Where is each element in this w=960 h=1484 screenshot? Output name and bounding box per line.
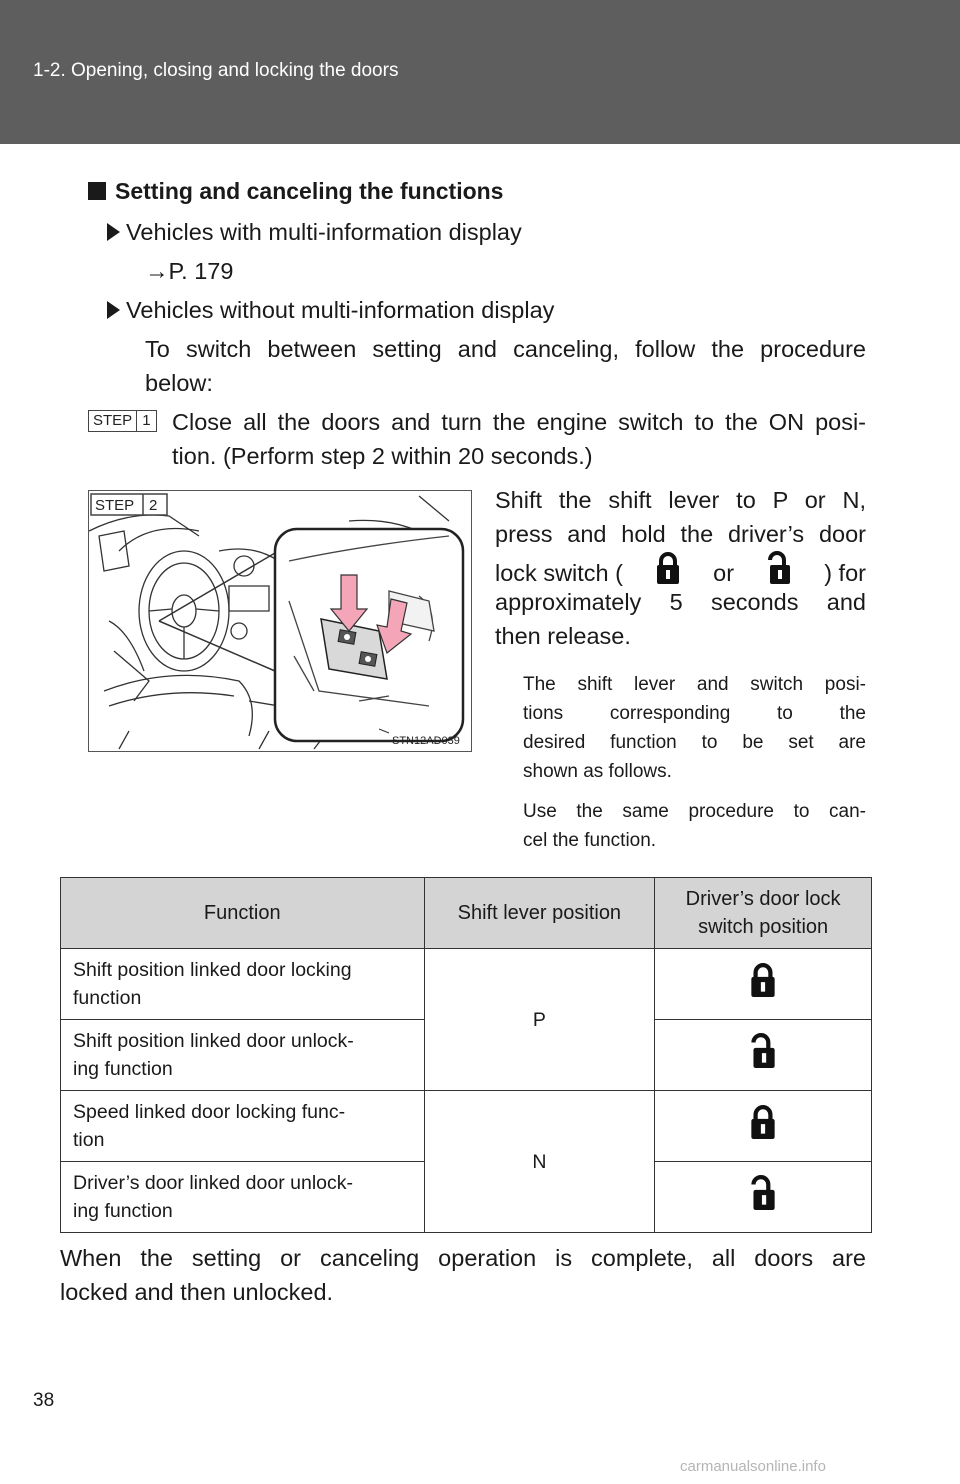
step1-line-2: tion. (Perform step 2 within 20 seconds.) — [172, 443, 593, 469]
step2-badge-label: STEP — [95, 497, 135, 514]
shift-position-cell: P — [424, 949, 655, 1091]
shift-position-cell: N — [424, 1091, 655, 1233]
step1-badge: STEP 1 — [88, 410, 157, 432]
illustration-code: STN12AD039 — [392, 735, 460, 747]
door-switch-illustration — [88, 490, 472, 752]
switch-position-cell — [655, 949, 872, 1020]
switch-position-cell — [655, 1162, 872, 1233]
section-heading: Setting and canceling the functions — [88, 178, 503, 205]
table-row — [61, 949, 872, 1020]
function-cell: Driver’s door linked door unlock- ing function — [61, 1162, 425, 1233]
lock-icon — [749, 981, 777, 1003]
page-number: 38 — [33, 1390, 55, 1411]
note1-line-3: desired function to be set are — [523, 732, 866, 753]
closing-line-2: locked and then unlocked. — [60, 1279, 334, 1305]
lock-icon — [749, 1123, 777, 1145]
header-function: Function — [61, 878, 425, 949]
note1-line-4: shown as follows. — [523, 761, 672, 782]
intro-line-1: To switch between setting and canceling, follow the procedure — [145, 336, 866, 362]
step1-line-1: Close all the doors and turn the engine switch to the ON posi- — [172, 409, 866, 435]
step2-line-3: lock switch ( or ) for — [495, 551, 866, 594]
closing-line-1: When the setting or canceling operation is complete, all doors are — [60, 1245, 866, 1271]
header-switch-position: Driver’s door lock switch position — [655, 878, 872, 949]
switch-position-cell — [655, 1091, 872, 1162]
function-table — [60, 877, 872, 1233]
car-interior-drawing — [89, 491, 471, 751]
unlock-icon — [749, 1052, 777, 1074]
step2-line-5: then release. — [495, 623, 631, 649]
step2-badge-number: 2 — [149, 497, 158, 514]
note2-line-2: cel the function. — [523, 830, 657, 851]
watermark: carmanualsonline.info — [680, 1458, 826, 1475]
step2-line-4: approximately 5 seconds and — [495, 589, 866, 615]
step2-line-2: press and hold the driver’s door — [495, 521, 866, 547]
bullet-multi-info: Vehicles with multi-information display — [107, 215, 522, 249]
header-shift-lever: Shift lever position — [424, 878, 655, 949]
square-bullet-icon — [88, 182, 106, 200]
switch-position-cell — [655, 1020, 872, 1091]
table-header-row — [61, 878, 872, 949]
bullet-no-multi-info: Vehicles without multi-information display — [107, 293, 554, 327]
function-cell: Shift position linked door locking function — [61, 949, 425, 1020]
page-reference-link[interactable]: →P. 179 — [145, 258, 234, 284]
function-cell: Speed linked door locking func- tion — [61, 1091, 425, 1162]
note1-line-2: tions corresponding to the — [523, 703, 866, 724]
intro-line-2: below: — [145, 370, 213, 396]
section-title: 1-2. Opening, closing and locking the doors — [33, 60, 399, 81]
triangle-bullet-icon — [107, 301, 120, 319]
step2-line-1: Shift the shift lever to P or N, — [495, 487, 866, 513]
note1-line-1: The shift lever and switch posi- — [523, 674, 866, 695]
note2-line-1: Use the same procedure to can- — [523, 801, 866, 822]
table-row — [61, 1091, 872, 1162]
page-header — [0, 0, 960, 144]
triangle-bullet-icon — [107, 223, 120, 241]
unlock-icon — [749, 1194, 777, 1216]
function-cell: Shift position linked door unlock- ing function — [61, 1020, 425, 1091]
